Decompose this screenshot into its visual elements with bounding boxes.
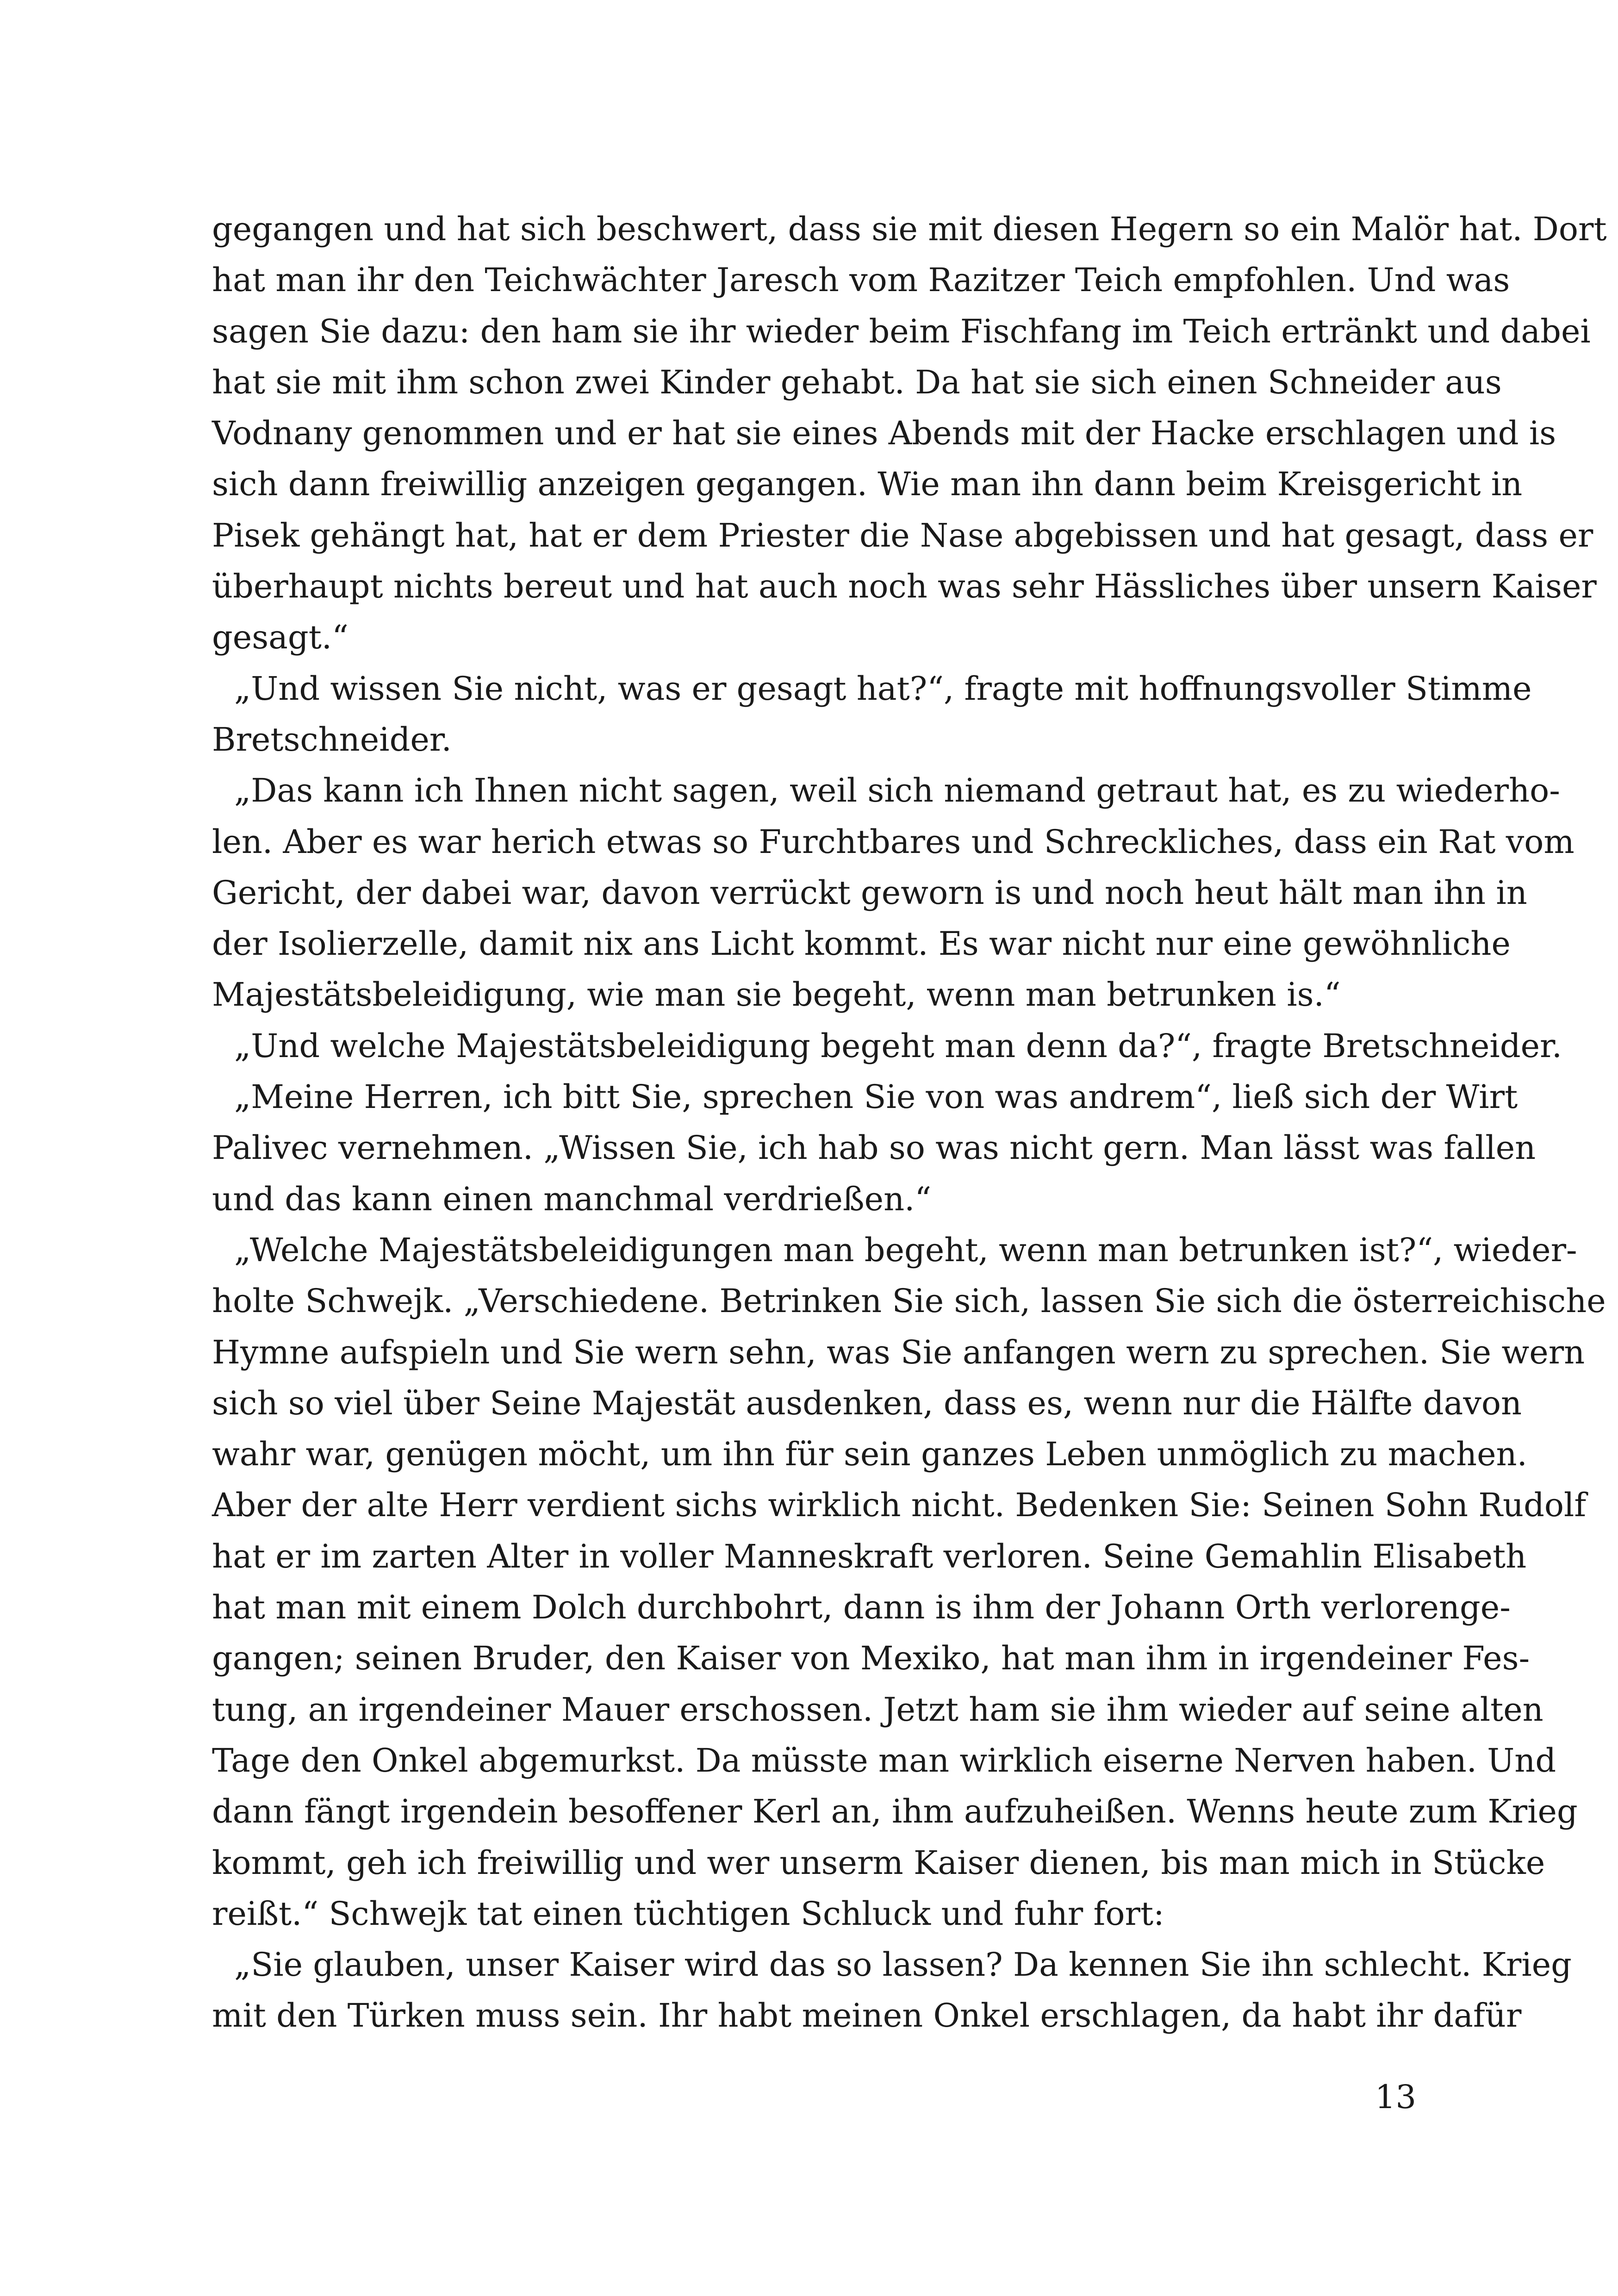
text-line: holte Schwejk. „Verschiedene. Betrinken Sie sich, lassen Sie sich die österreichische [212,1282,1606,1320]
text-line: sagen Sie dazu: den ham sie ihr wieder beim Fischfang im Teich ertränkt und dabei [212,312,1591,350]
text-line: „Das kann ich Ihnen nicht sagen, weil sich niemand getraut hat, es zu wiederho- [234,772,1560,810]
text-line: kommt, geh ich freiwillig und wer unserm Kaiser dienen, bis man mich in Stücke [212,1843,1545,1882]
body-text [212,204,1607,2041]
text-line: und das kann einen manchmal verdrießen.“ [212,1180,932,1218]
text-line: reißt.“ Schwejk tat einen tüchtigen Schluck und fuhr fort: [212,1894,1164,1933]
page-number: 13 [1375,2078,1416,2116]
text-line: Palivec vernehmen. „Wissen Sie, ich hab so was nicht gern. Man lässt was fallen [212,1129,1536,1167]
text-line: Gericht, der dabei war, davon verrückt geworn is und noch heut hält man ihn in [212,873,1527,912]
text-line: „Und welche Majestätsbeleidigung begeht man denn da?“, fragte Bretschneider. [234,1027,1562,1065]
text-line: hat man ihr den Teichwächter Jaresch vom Razitzer Teich empfohlen. Und was [212,261,1510,299]
text-line: gangen; seinen Bruder, den Kaiser von Mexiko, hat man ihm in irgendeiner Fes- [212,1639,1530,1678]
text-line: hat man mit einem Dolch durchbohrt, dann is ihm der Johann Orth verlorenge- [212,1588,1511,1627]
text-line: tung, an irgendeiner Mauer erschossen. Jetzt ham sie ihm wieder auf seine alten [212,1690,1543,1729]
text-line: Vodnany genommen und er hat sie eines Abends mit der Hacke erschlagen und is [212,414,1556,453]
text-line: Tage den Onkel abgemurkst. Da müsste man wirklich eiserne Nerven haben. Und [212,1741,1556,1780]
text-line: Pisek gehängt hat, hat er dem Priester die Nase abgebissen und hat gesagt, dass er [212,516,1593,554]
text-line: hat er im zarten Alter in voller Manneskraft verloren. Seine Gemahlin Elisabeth [212,1537,1527,1575]
text-line: Bretschneider. [212,720,452,759]
text-line: sich dann freiwillig anzeigen gegangen. Wie man ihn dann beim Kreisgericht in [212,465,1523,504]
text-line: Aber der alte Herr verdient sichs wirklich nicht. Bedenken Sie: Seinen Sohn Rudolf [212,1486,1587,1524]
text-line: „Und wissen Sie nicht, was er gesagt hat?“, fragte mit hoffnungsvoller Stimme [234,669,1532,708]
text-line: überhaupt nichts bereut und hat auch noch was sehr Hässliches über unsern Kaiser [212,567,1597,606]
text-line: hat sie mit ihm schon zwei Kinder gehabt. Da hat sie sich einen Schneider aus [212,363,1502,401]
text-line: dann fängt irgendein besoffener Kerl an, ihm aufzuheißen. Wenns heute zum Krieg [212,1792,1578,1831]
text-line: der Isolierzelle, damit nix ans Licht kommt. Es war nicht nur eine gewöhnliche [212,925,1511,963]
text-line: gegangen und hat sich beschwert, dass sie mit diesen Hegern so ein Malör hat. Dort [212,210,1607,248]
text-line: sich so viel über Seine Majestät ausdenken, dass es, wenn nur die Hälfte davon [212,1384,1522,1422]
text-line: mit den Türken muss sein. Ihr habt meinen Onkel erschlagen, da habt ihr dafür [212,1997,1522,2035]
text-line: Hymne aufspieln und Sie wern sehn, was Sie anfangen wern zu sprechen. Sie wern [212,1333,1585,1371]
text-line: len. Aber es war herich etwas so Furchtbares und Schreckliches, dass ein Rat vom [212,822,1574,861]
text-line: „Sie glauben, unser Kaiser wird das so lassen? Da kennen Sie ihn schlecht. Krieg [234,1946,1572,1984]
text-line: Majestätsbeleidigung, wie man sie begeht, wenn man betrunken is.“ [212,976,1341,1014]
text-line: wahr war, genügen möcht, um ihn für sein ganzes Leben unmöglich zu machen. [212,1435,1527,1474]
text-line: „Welche Majestätsbeleidigungen man begeht, wenn man betrunken ist?“, wieder- [234,1231,1577,1269]
text-line: gesagt.“ [212,618,348,657]
text-line: „Meine Herren, ich bitt Sie, sprechen Sie von was andrem“, ließ sich der Wirt [234,1078,1518,1116]
